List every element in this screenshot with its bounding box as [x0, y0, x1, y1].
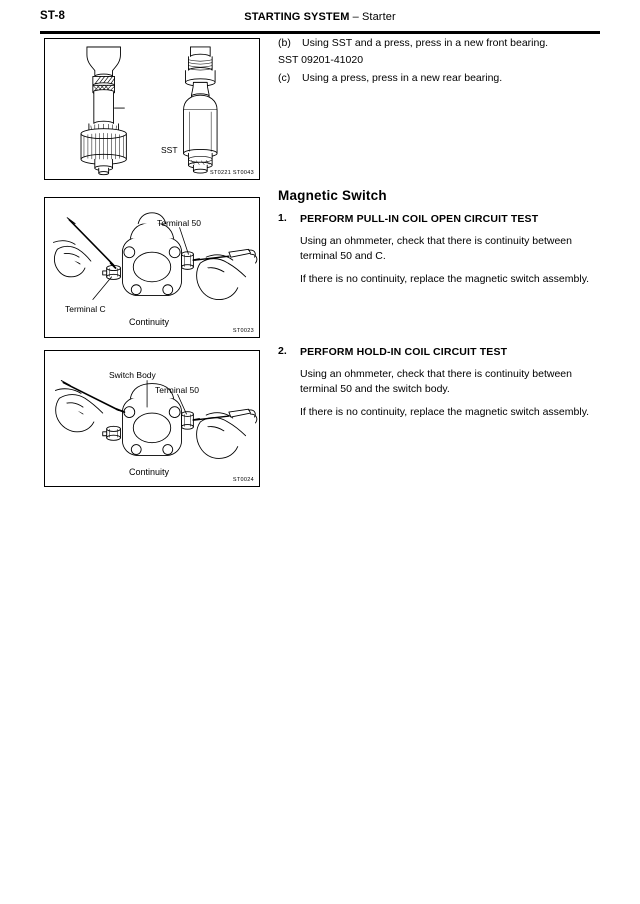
procedure-1	[278, 212, 608, 287]
step-c	[278, 71, 608, 86]
procedure-2-paragraph-2: If there is no continuity, replace the magnetic switch assembly.	[300, 406, 590, 418]
page-title	[40, 11, 600, 23]
procedure-1-paragraph-2: If there is no continuity, replace the magnetic switch assembly.	[300, 273, 590, 285]
figure-hold-in-coil-test	[44, 350, 260, 487]
procedure-1-title: PERFORM PULL-IN COIL OPEN CIRCUIT TEST	[300, 213, 539, 225]
figure-bearing-press	[44, 38, 260, 180]
page-number: ST-8	[40, 10, 66, 22]
figure-label-switch-body: Switch Body	[109, 370, 156, 380]
sst-part-number: SST 09201-41020	[278, 53, 364, 66]
page-title-dash: –	[352, 11, 359, 23]
procedure-2	[278, 345, 608, 420]
page-title-subject: Starter	[362, 11, 396, 23]
step-c-marker: (c)	[278, 71, 291, 84]
figure-caption-continuity: Continuity	[129, 467, 170, 477]
figure-pull-in-coil-test	[44, 197, 260, 338]
figure-code-pull-in-coil: ST0023	[232, 328, 254, 334]
procedure-1-paragraph-1: Using an ohmmeter, check that there is continuity between terminal 50 and C.	[300, 235, 572, 262]
header-divider	[40, 31, 600, 34]
step-b-marker: (b)	[278, 37, 291, 49]
figure-code-bearing-press: ST0221 ST0043	[210, 170, 254, 176]
bearing-press-illustration	[45, 39, 259, 179]
section-heading-magnetic-switch: Magnetic Switch	[278, 188, 387, 203]
top-instructions	[278, 36, 608, 87]
figure-code-hold-in-coil: ST0024	[232, 477, 254, 483]
figure-label-terminal-50: Terminal 50	[155, 385, 199, 395]
step-c-text: Using a press, press in a new rear bearing.	[302, 71, 503, 84]
figure-label-sst: SST	[161, 145, 178, 155]
procedure-2-title: PERFORM HOLD-IN COIL CIRCUIT TEST	[300, 346, 508, 358]
procedure-1-number: 1.	[278, 212, 287, 224]
figure-label-terminal-c: Terminal C	[65, 304, 106, 314]
figure-caption-continuity: Continuity	[129, 317, 170, 327]
step-b-text: Using SST and a press, press in a new front bearing.	[302, 37, 549, 49]
procedure-2-number: 2.	[278, 345, 287, 357]
step-b	[278, 36, 608, 51]
figure-label-terminal-50: Terminal 50	[157, 218, 201, 228]
procedure-2-paragraph-1: Using an ohmmeter, check that there is continuity between terminal 50 and the switch body.	[300, 368, 572, 395]
page-title-system: STARTING SYSTEM	[244, 11, 350, 23]
